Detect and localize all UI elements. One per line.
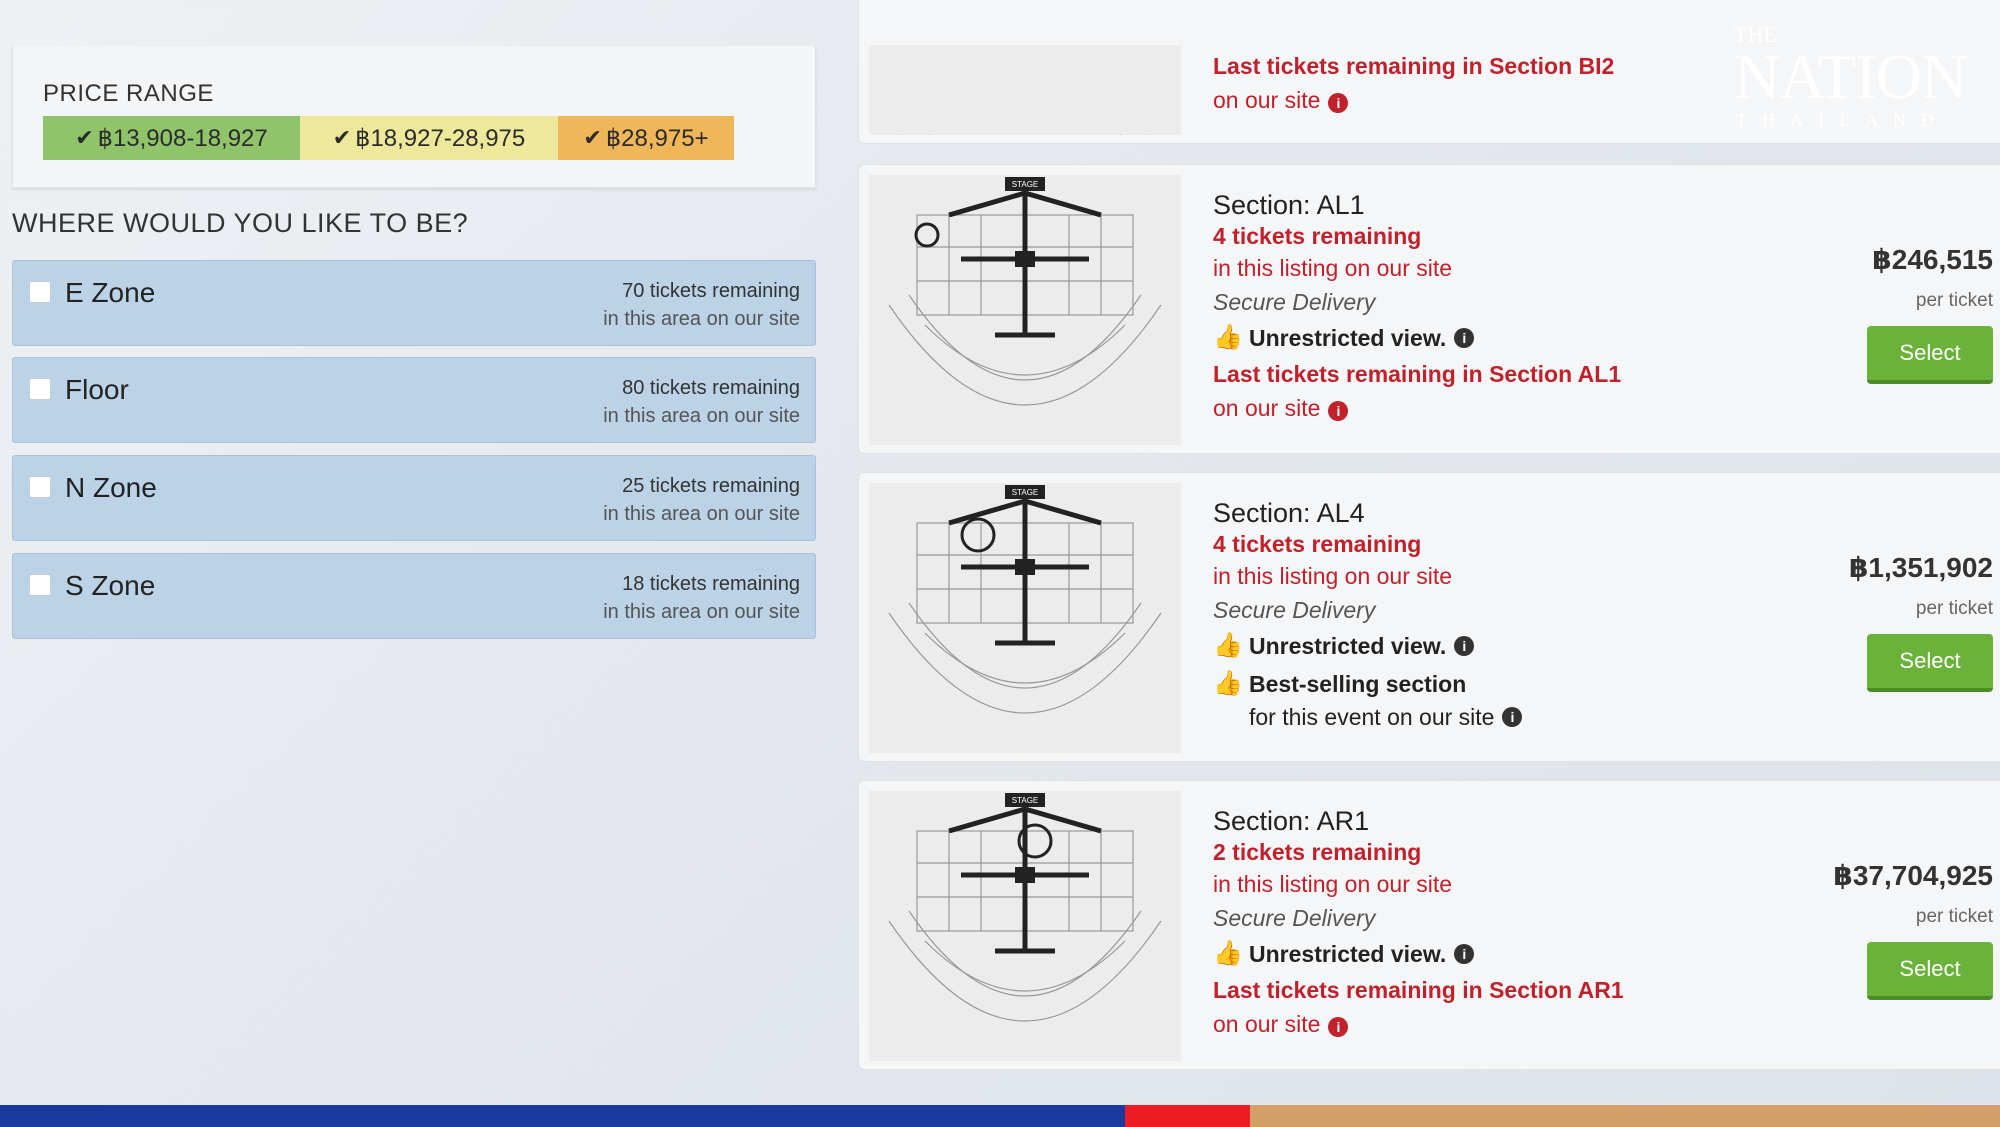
seat-map [869, 483, 1181, 753]
zone-checkbox[interactable] [29, 574, 51, 596]
zone-count: 80 tickets remaining in this area on our site [603, 377, 800, 427]
feature-best-selling-sub: for this event on our site i [1213, 703, 1522, 731]
check-icon: ✔ [583, 125, 602, 150]
last-tickets-notice: Last tickets remaining in Section AL1 [1213, 361, 1622, 387]
bottom-bar-blue [0, 1105, 1125, 1127]
svg-text:STAGE: STAGE [1011, 796, 1039, 805]
seat-map-graphic [869, 791, 1181, 1061]
price-block [1773, 551, 1993, 692]
seat-map-graphic [869, 175, 1181, 445]
per-ticket-label: per ticket [1915, 290, 1993, 311]
feature-unrestricted-view: 👍 Unrestricted view. i [1213, 627, 1522, 665]
ticket-price: ฿37,704,925 [1833, 860, 1993, 891]
thumbs-up-icon: 👍 [1213, 670, 1243, 697]
zone-name: E Zone [65, 277, 156, 308]
feature-best-selling: 👍 Best-selling section [1213, 665, 1522, 703]
price-chip-mid[interactable]: ✔ ฿18,927-28,975 [300, 116, 558, 160]
nation-thailand-logo: THE NATION THAILAND [1734, 22, 1967, 130]
listing-card-al1 [858, 164, 2000, 454]
thumbs-up-icon: 👍 [1213, 632, 1243, 659]
price-range-title: PRICE RANGE [43, 80, 214, 107]
seat-map [869, 175, 1181, 445]
zone-checkbox[interactable] [29, 476, 51, 498]
info-icon[interactable]: i [1328, 401, 1348, 421]
listing-info [1213, 49, 1614, 117]
zone-count: 70 tickets remaining in this area on our site [603, 280, 800, 330]
price-range-chips [43, 116, 734, 160]
delivery-note: Secure Delivery [1213, 289, 1376, 315]
per-ticket-label: per ticket [1915, 598, 1993, 619]
zone-item-n[interactable] [12, 455, 816, 541]
select-button[interactable]: Select [1867, 326, 1993, 384]
svg-text:STAGE: STAGE [1011, 488, 1039, 497]
svg-text:STAGE: STAGE [1011, 180, 1039, 189]
delivery-note: Secure Delivery [1213, 905, 1376, 931]
on-site-note: on our site i [1213, 391, 1621, 425]
zone-item-floor[interactable] [12, 357, 816, 443]
seat-map-graphic [869, 45, 1181, 135]
price-block [1773, 859, 1993, 1000]
tickets-remaining: 2 tickets remaining [1213, 839, 1422, 865]
listing-card-ar1 [858, 780, 2000, 1070]
price-block [1773, 243, 1993, 384]
info-icon[interactable]: i [1454, 636, 1474, 656]
price-chip-high[interactable]: ✔ ฿28,975+ [558, 116, 734, 160]
price-chip-low[interactable]: ✔ ฿13,908-18,927 [43, 116, 300, 160]
zone-item-s[interactable] [12, 553, 816, 639]
listing-card-al4 [858, 472, 2000, 762]
info-icon[interactable]: i [1328, 93, 1348, 113]
seat-map [869, 791, 1181, 1061]
zone-name: Floor [65, 374, 129, 405]
on-site-note: on our site i [1213, 1007, 1624, 1041]
check-icon: ✔ [332, 125, 352, 150]
bottom-bar-red [1125, 1105, 1250, 1127]
tickets-remaining: 4 tickets remaining [1213, 223, 1422, 249]
last-tickets-notice: Last tickets remaining in Section BI2 [1213, 53, 1615, 79]
on-site-note: on our site i [1213, 83, 1614, 117]
info-icon[interactable]: i [1454, 944, 1474, 964]
feature-unrestricted-view: 👍 Unrestricted view. i [1213, 935, 1624, 973]
listing-info [1213, 805, 1624, 1041]
delivery-note: Secure Delivery [1213, 597, 1376, 623]
ticket-price: ฿246,515 [1872, 244, 1993, 275]
zone-name: S Zone [65, 570, 156, 601]
tickets-remaining: 4 tickets remaining [1213, 531, 1422, 557]
info-icon[interactable]: i [1328, 1017, 1348, 1037]
zone-checkbox[interactable] [29, 281, 51, 303]
price-range-panel [12, 46, 816, 188]
zone-checkbox[interactable] [29, 378, 51, 400]
bottom-bar-tan [1250, 1105, 2000, 1127]
select-button[interactable]: Select [1867, 942, 1993, 1000]
section-title: Section: AR1 [1213, 806, 1370, 836]
seat-map-graphic [869, 483, 1181, 753]
thumbs-up-icon: 👍 [1213, 324, 1243, 351]
per-ticket-label: per ticket [1915, 906, 1993, 927]
seat-map [869, 45, 1181, 135]
section-title: Section: AL4 [1213, 498, 1365, 528]
zone-count: 18 tickets remaining in this area on our site [603, 573, 800, 623]
check-icon: ✔ [75, 125, 94, 150]
last-tickets-notice: Last tickets remaining in Section AR1 [1213, 977, 1624, 1003]
feature-unrestricted-view: 👍 Unrestricted view. i [1213, 319, 1621, 357]
thumbs-up-icon: 👍 [1213, 940, 1243, 967]
listing-info [1213, 497, 1522, 731]
info-icon[interactable]: i [1502, 707, 1522, 727]
zone-name: N Zone [65, 472, 157, 503]
info-icon[interactable]: i [1454, 328, 1474, 348]
select-button[interactable]: Select [1867, 634, 1993, 692]
section-title: Section: AL1 [1213, 190, 1365, 220]
listing-note: in this listing on our site [1213, 563, 1453, 589]
zone-count: 25 tickets remaining in this area on our site [603, 475, 800, 525]
zone-item-e[interactable] [12, 260, 816, 346]
zone-section-title: WHERE WOULD YOU LIKE TO BE? [12, 208, 469, 238]
listing-note: in this listing on our site [1213, 255, 1453, 281]
listing-note: in this listing on our site [1213, 871, 1453, 897]
ticket-price: ฿1,351,902 [1848, 552, 1993, 583]
listing-info [1213, 189, 1621, 425]
